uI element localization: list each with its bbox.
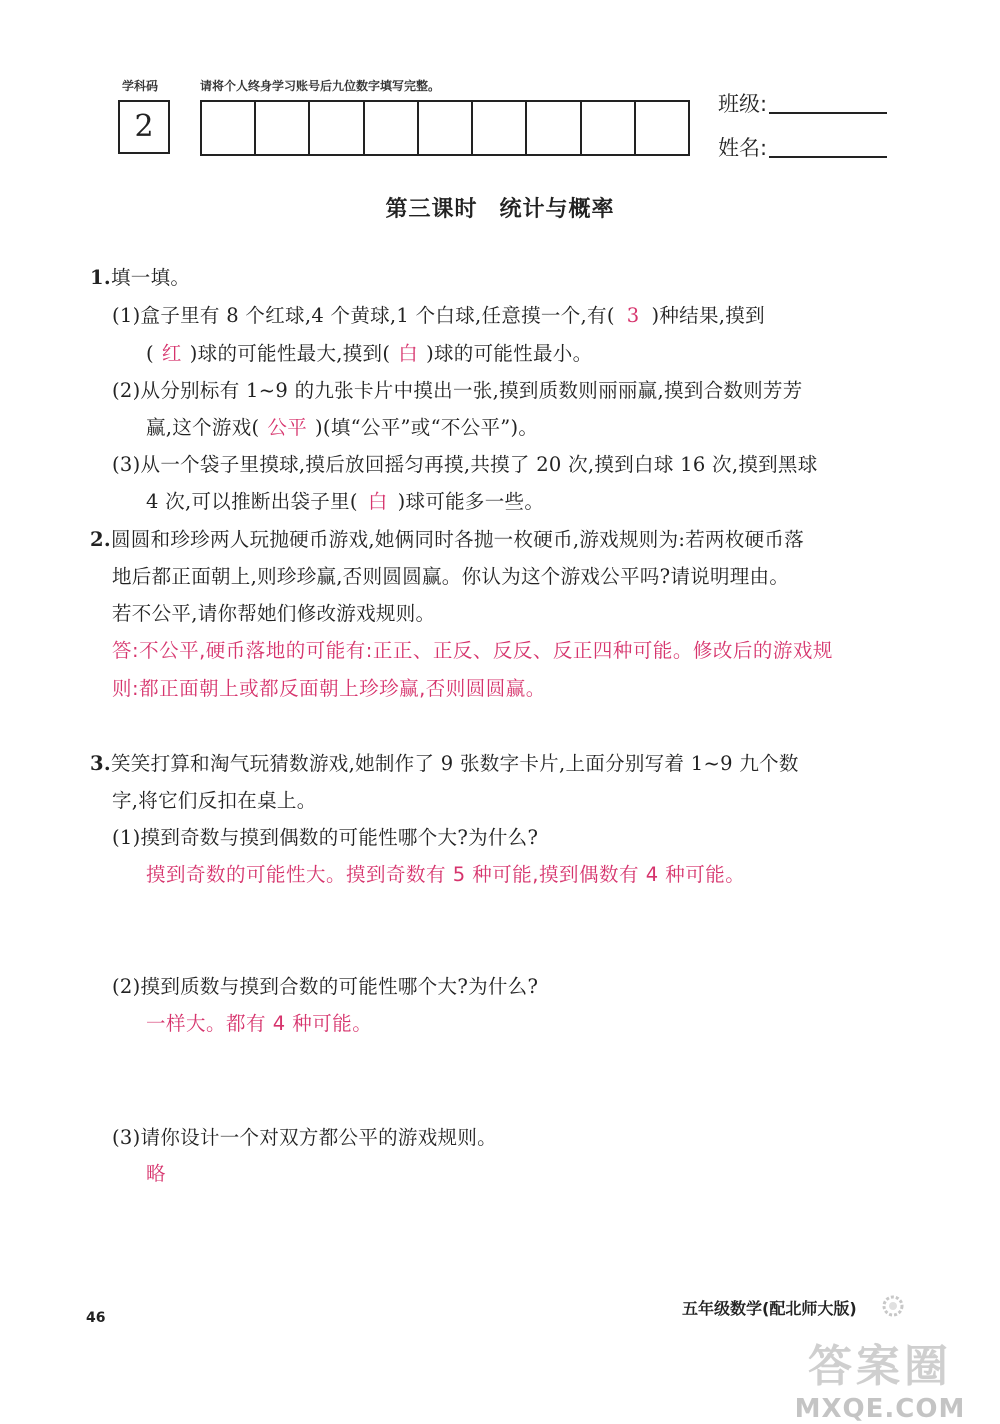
q1-s1-line1: (1)盒子里有 8 个红球,4 个黄球,1 个白球,任意摸一个,有( 3 )种结果,摸到 xyxy=(112,304,765,327)
q1-s2-answer: 公平 xyxy=(267,416,308,439)
digit-box[interactable] xyxy=(419,102,473,154)
q2-line3: 若不公平,请你帮她们修改游戏规则。 xyxy=(112,602,436,625)
q1-s3-line2: 4 次,可以推断出袋子里( 白 )球可能多一些。 xyxy=(146,490,545,513)
q2-answer-line2: 则:都正面朝上或都反面朝上珍珍赢,否则圆圆赢。 xyxy=(112,677,546,700)
digit-box[interactable] xyxy=(473,102,527,154)
q3-line2: 字,将它们反扣在桌上。 xyxy=(112,789,317,812)
q1-s1-answer2: 红 xyxy=(161,342,182,365)
q3-s2-answer: 一样大。都有 4 种可能。 xyxy=(146,1012,373,1035)
q3-line1: 3.笑笑打算和淘气玩猜数游戏,她制作了 9 张数字卡片,上面分别写着 1~9 九个数 xyxy=(90,752,799,775)
q3-s1-question: (1)摸到奇数与摸到偶数的可能性哪个大?为什么? xyxy=(112,826,539,849)
digit-box[interactable] xyxy=(202,102,256,154)
class-blank[interactable] xyxy=(769,112,887,114)
q1-stem: 1.填一填。 xyxy=(90,266,191,289)
lesson-topic: 统计与概率 xyxy=(499,197,615,222)
subject-code-box: 2 xyxy=(118,100,170,154)
name-blank[interactable] xyxy=(769,156,887,158)
q2-answer-line1: 答:不公平,硬币落地的可能有:正正、正反、反反、反正四种可能。修改后的游戏规 xyxy=(112,639,833,662)
digit-box[interactable] xyxy=(310,102,364,154)
account-instruction: 请将个人终身学习账号后九位数字填写完整。 xyxy=(200,79,441,93)
digit-box[interactable] xyxy=(636,102,688,154)
digit-box[interactable] xyxy=(582,102,636,154)
q1-s1-line2: ( 红 )球的可能性最大,摸到( 白 )球的可能性最小。 xyxy=(146,342,593,365)
q1-s1-answer1: 3 xyxy=(626,304,640,327)
q1-s2-line1: (2)从分别标有 1~9 的九张卡片中摸出一张,摸到质数则丽丽赢,摸到合数则芳芳 xyxy=(112,379,803,402)
q3-s1-answer: 摸到奇数的可能性大。摸到奇数有 5 种可能,摸到偶数有 4 种可能。 xyxy=(146,863,746,886)
watermark-bottom-text: MXQE.COM xyxy=(794,1394,966,1424)
q1-s3-answer: 白 xyxy=(367,490,388,513)
digit-box[interactable] xyxy=(256,102,310,154)
name-label: 姓名: xyxy=(718,136,768,160)
q2-number: 2. xyxy=(90,528,111,551)
digit-box[interactable] xyxy=(527,102,581,154)
q3-s3-answer: 略 xyxy=(146,1162,167,1185)
q2-line2: 地后都正面朝上,则珍珍赢,否则圆圆赢。你认为这个游戏公平吗?请说明理由。 xyxy=(112,565,790,588)
gear-icon xyxy=(878,1294,908,1322)
q3-s3-question: (3)请你设计一个对双方都公平的游戏规则。 xyxy=(112,1126,497,1149)
watermark-top-text: 答案圈 xyxy=(808,1341,952,1392)
account-digit-boxes[interactable] xyxy=(200,100,690,156)
q2-line1: 2.圆圆和珍珍两人玩抛硬币游戏,她俩同时各抛一枚硬币,游戏规则为:若两枚硬币落 xyxy=(90,528,805,551)
class-field[interactable] xyxy=(718,88,887,118)
class-label: 班级: xyxy=(718,92,768,116)
book-title: 五年级数学(配北师大版) xyxy=(682,1299,857,1318)
q1-number: 1. xyxy=(90,266,111,289)
q3-s2-question: (2)摸到质数与摸到合数的可能性哪个大?为什么? xyxy=(112,975,539,998)
subject-code-label: 学科码 xyxy=(122,79,159,93)
q1-s2-line2: 赢,这个游戏( 公平 )(填“公平”或“不公平”)。 xyxy=(146,416,539,439)
page-number: 46 xyxy=(86,1310,106,1326)
watermark-logo xyxy=(780,1330,980,1424)
lesson-number: 第三课时 xyxy=(385,197,478,222)
page-title xyxy=(0,192,1000,223)
q1-s3-line1: (3)从一个袋子里摸球,摸后放回摇匀再摸,共摸了 20 次,摸到白球 16 次,摸到黑球 xyxy=(112,453,818,476)
q1-s1-answer3: 白 xyxy=(398,342,419,365)
q3-number: 3. xyxy=(90,752,111,775)
digit-box[interactable] xyxy=(365,102,419,154)
name-field[interactable] xyxy=(718,132,887,162)
